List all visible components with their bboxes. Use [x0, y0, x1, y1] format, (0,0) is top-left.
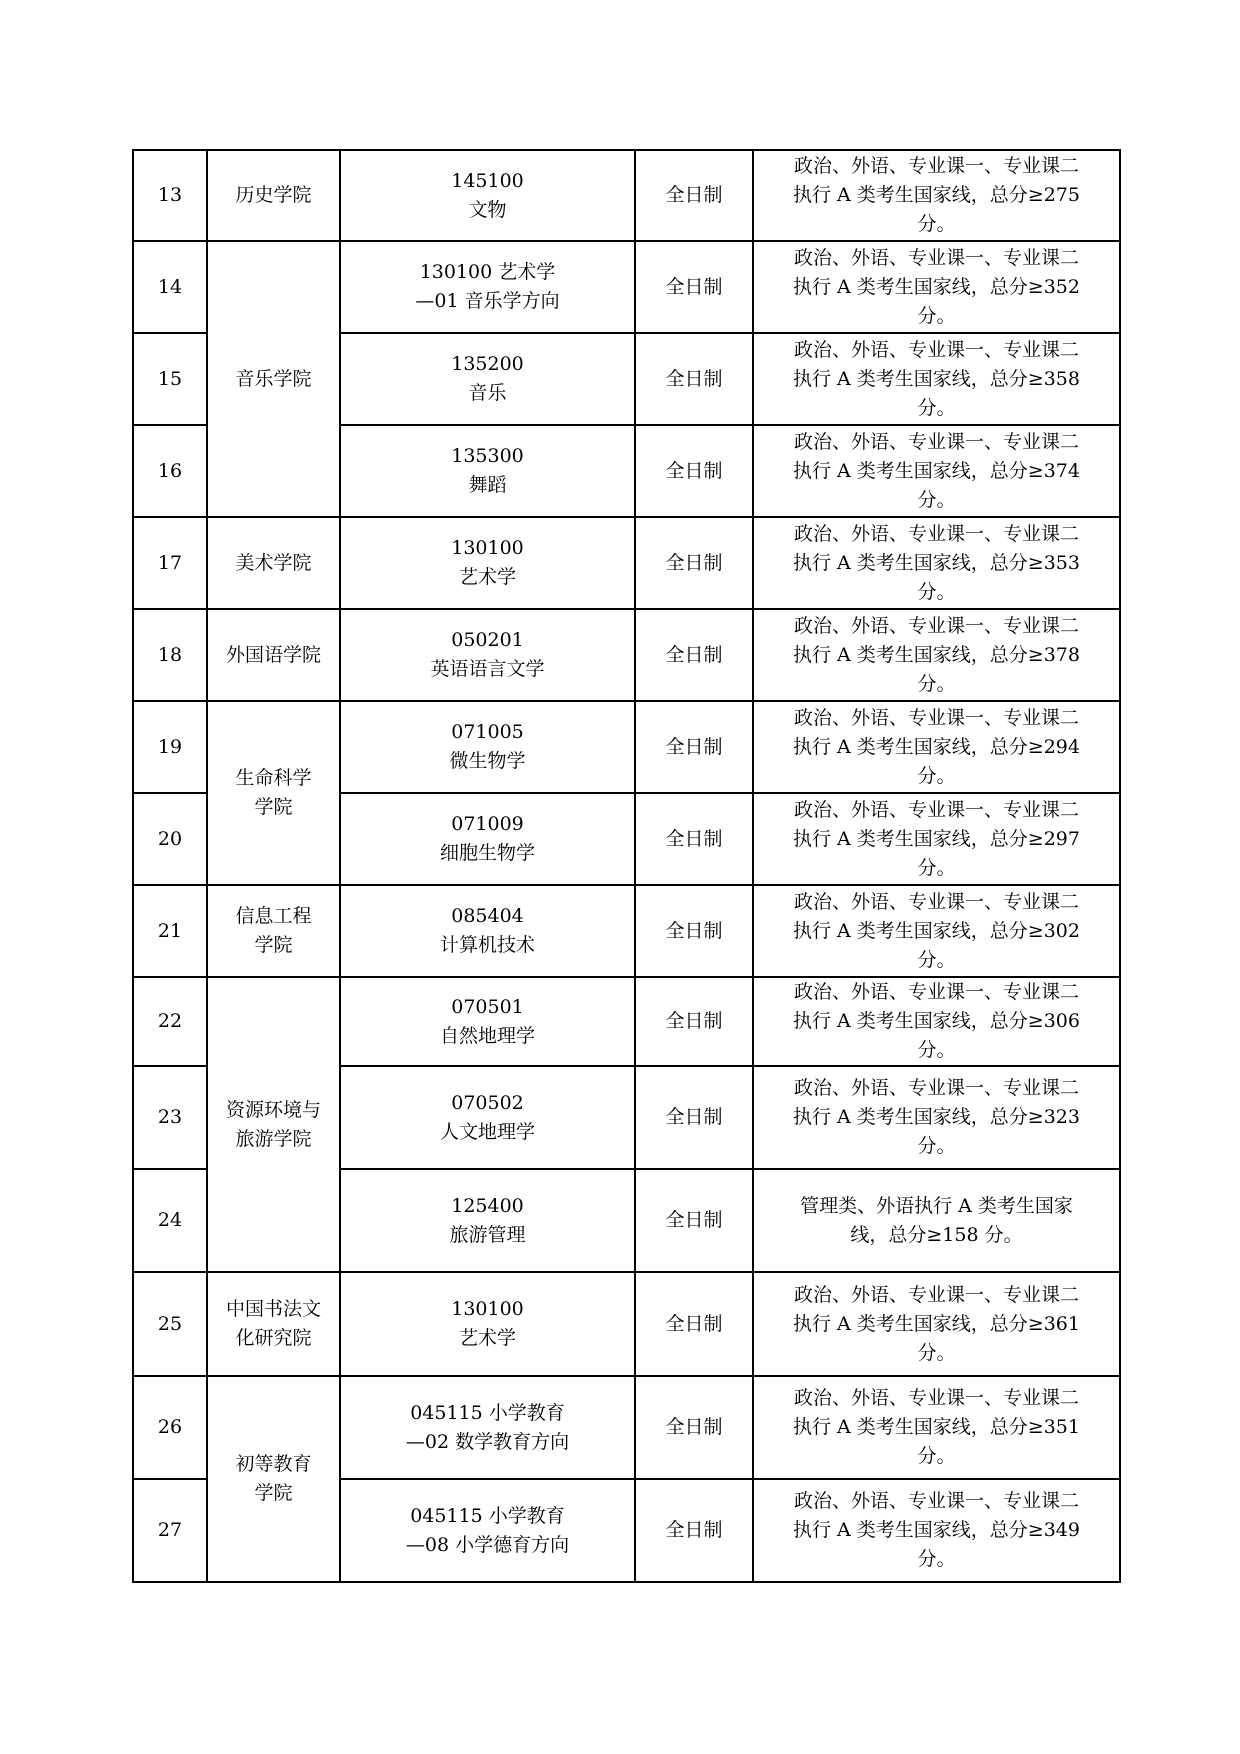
study-mode: 全日制 [635, 1066, 753, 1169]
row-number: 19 [133, 701, 207, 793]
study-mode: 全日制 [635, 150, 753, 241]
college-name: 音乐学院 [207, 241, 340, 517]
row-number: 26 [133, 1376, 207, 1479]
table-row [133, 977, 1120, 1066]
row-number: 24 [133, 1169, 207, 1272]
table-row [133, 609, 1120, 701]
major-code-name: 050201 英语语言文学 [340, 609, 635, 701]
study-mode: 全日制 [635, 1376, 753, 1479]
major-code-name: 045115 小学教育 —08 小学德育方向 [340, 1479, 635, 1582]
study-mode: 全日制 [635, 793, 753, 885]
study-mode: 全日制 [635, 517, 753, 609]
study-mode: 全日制 [635, 1272, 753, 1376]
score-requirement: 政治、外语、专业课一、专业课二 执行 A 类考生国家线，总分≥358 分。 [753, 333, 1120, 425]
major-code-name: 125400 旅游管理 [340, 1169, 635, 1272]
study-mode: 全日制 [635, 701, 753, 793]
row-number: 15 [133, 333, 207, 425]
table-row [133, 150, 1120, 241]
row-number: 25 [133, 1272, 207, 1376]
table-row [133, 1272, 1120, 1376]
row-number: 23 [133, 1066, 207, 1169]
study-mode: 全日制 [635, 885, 753, 977]
score-requirement: 政治、外语、专业课一、专业课二 执行 A 类考生国家线，总分≥378 分。 [753, 609, 1120, 701]
admission-score-table [132, 149, 1121, 1583]
score-requirement: 政治、外语、专业课一、专业课二 执行 A 类考生国家线，总分≥275 分。 [753, 150, 1120, 241]
major-code-name: 135200 音乐 [340, 333, 635, 425]
row-number: 16 [133, 425, 207, 517]
score-requirement: 政治、外语、专业课一、专业课二 执行 A 类考生国家线，总分≥374 分。 [753, 425, 1120, 517]
major-code-name: 130100 艺术学 [340, 1272, 635, 1376]
score-requirement: 管理类、外语执行 A 类考生国家 线，总分≥158 分。 [753, 1169, 1120, 1272]
study-mode: 全日制 [635, 977, 753, 1066]
score-requirement: 政治、外语、专业课一、专业课二 执行 A 类考生国家线，总分≥297 分。 [753, 793, 1120, 885]
college-name: 信息工程 学院 [207, 885, 340, 977]
score-requirement: 政治、外语、专业课一、专业课二 执行 A 类考生国家线，总分≥323 分。 [753, 1066, 1120, 1169]
score-requirement: 政治、外语、专业课一、专业课二 执行 A 类考生国家线，总分≥361 分。 [753, 1272, 1120, 1376]
college-name: 资源环境与 旅游学院 [207, 977, 340, 1272]
study-mode: 全日制 [635, 425, 753, 517]
study-mode: 全日制 [635, 1479, 753, 1582]
study-mode: 全日制 [635, 1169, 753, 1272]
college-name: 中国书法文 化研究院 [207, 1272, 340, 1376]
study-mode: 全日制 [635, 609, 753, 701]
table-row [133, 885, 1120, 977]
score-requirement: 政治、外语、专业课一、专业课二 执行 A 类考生国家线，总分≥352 分。 [753, 241, 1120, 333]
major-code-name: 070501 自然地理学 [340, 977, 635, 1066]
major-code-name: 135300 舞蹈 [340, 425, 635, 517]
study-mode: 全日制 [635, 333, 753, 425]
major-code-name: 130100 艺术学 [340, 517, 635, 609]
college-name: 外国语学院 [207, 609, 340, 701]
row-number: 27 [133, 1479, 207, 1582]
study-mode: 全日制 [635, 241, 753, 333]
score-requirement: 政治、外语、专业课一、专业课二 执行 A 类考生国家线，总分≥351 分。 [753, 1376, 1120, 1479]
table-row [133, 241, 1120, 333]
major-code-name: 070502 人文地理学 [340, 1066, 635, 1169]
score-requirement: 政治、外语、专业课一、专业课二 执行 A 类考生国家线，总分≥302 分。 [753, 885, 1120, 977]
score-requirement: 政治、外语、专业课一、专业课二 执行 A 类考生国家线，总分≥349 分。 [753, 1479, 1120, 1582]
score-requirement: 政治、外语、专业课一、专业课二 执行 A 类考生国家线，总分≥353 分。 [753, 517, 1120, 609]
row-number: 14 [133, 241, 207, 333]
row-number: 21 [133, 885, 207, 977]
row-number: 22 [133, 977, 207, 1066]
college-name: 生命科学 学院 [207, 701, 340, 885]
row-number: 18 [133, 609, 207, 701]
major-code-name: 085404 计算机技术 [340, 885, 635, 977]
college-name: 美术学院 [207, 517, 340, 609]
row-number: 20 [133, 793, 207, 885]
major-code-name: 145100 文物 [340, 150, 635, 241]
row-number: 17 [133, 517, 207, 609]
major-code-name: 130100 艺术学 —01 音乐学方向 [340, 241, 635, 333]
major-code-name: 071009 细胞生物学 [340, 793, 635, 885]
major-code-name: 045115 小学教育 —02 数学教育方向 [340, 1376, 635, 1479]
table-row [133, 517, 1120, 609]
row-number: 13 [133, 150, 207, 241]
college-name: 初等教育 学院 [207, 1376, 340, 1582]
major-code-name: 071005 微生物学 [340, 701, 635, 793]
table-row [133, 701, 1120, 793]
college-name: 历史学院 [207, 150, 340, 241]
score-requirement: 政治、外语、专业课一、专业课二 执行 A 类考生国家线，总分≥294 分。 [753, 701, 1120, 793]
table-row [133, 1376, 1120, 1479]
score-requirement: 政治、外语、专业课一、专业课二 执行 A 类考生国家线，总分≥306 分。 [753, 977, 1120, 1066]
